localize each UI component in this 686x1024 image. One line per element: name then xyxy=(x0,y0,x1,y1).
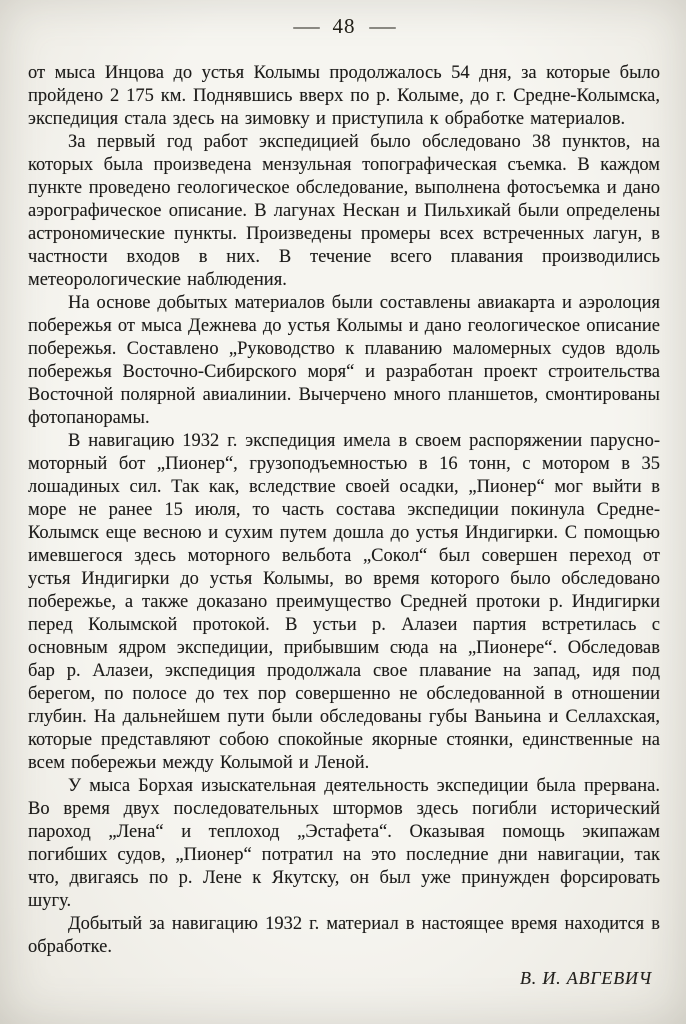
header-dash-left: — xyxy=(292,14,320,38)
document-body xyxy=(28,62,660,959)
paragraph: Добытый за навигацию 1932 г. материал в настоящее время находится в обработке. xyxy=(28,914,660,957)
paragraph: от мыса Инцова до устья Колымы продолжалось 54 дня, за которые было пройдено 2 175 км. Поднявшись вверх по р. Колыме, до г. Средне-Колымска, экспедиция стала здесь на зимовку и приступила к обработке материалов. xyxy=(28,63,660,129)
author-signature: В. И. АВГЕВИЧ xyxy=(519,968,652,988)
paragraph: На основе добытых материалов были составлены авиакарта и аэролоция побережья от мыса Дежнева до устья Колымы и дано геологическое описание побережья. Составлено „Руководство к плаванию маломерных судов вдоль побережья Восточно-Сибирского моря“ и разработан проект строительства Восточной полярной авиалинии. Вычерчено много планшетов, смонтированы фотопанорамы. xyxy=(28,293,660,428)
paragraph: За первый год работ экспедицией было обследовано 38 пунктов, на которых была произведена мензульная топографическая съемка. В каждом пункте проведено геологическое обследование, выполнена фотосъемка и дано аэрографическое описание. В лагунах Нескан и Пильхикай были определены астрономические пункты. Произведены промеры всех встреченных лагун, в частности входов в них. В течение всего плавания производились метеорологические наблюдения. xyxy=(28,132,660,290)
paragraph: У мыса Борхая изыскательная деятельность экспедиции была прервана. Во время двух последовательных штормов здесь погибли исторический пароход „Лена“ и теплоход „Эстафета“. Оказывая помощь экипажам погибших судов, „Пионер“ потратил на это последние дни навигации, так что, двигаясь по р. Лене к Якутску, он был уже принужден форсировать шугу. xyxy=(28,776,660,911)
header-dash-right: — xyxy=(368,14,396,38)
page-header xyxy=(28,14,660,38)
page-number: 48 xyxy=(332,14,356,38)
paragraph: В навигацию 1932 г. экспедиция имела в своем распоряжении парусно-моторный бот „Пионер“, грузоподъемностью в 16 тонн, с мотором в 35 лошадиных сил. Так как, вследствие своей осадки, „Пионер“ мог выйти в море не ранее 15 июля, то часть состава экспедиции покинула Средне-Колымск еще весною и сухим путем дошла до устья Индигирки. С помощью имевшегося здесь моторного вельбота „Сокол“ был совершен переход от устья Индигирки до устья Колымы, во время которого было обследовано побережье, а также доказано преимущество Средней протоки р. Индигирки перед Колымской протокой. В устьи р. Алазеи партия встретилась с основным ядром экспедиции, прибывшим сюда на „Пионере“. Обследовав бар р. Алазеи, экспедиция продолжала свое плавание на запад, идя под берегом, по полосе до тех пор совершенно не обследованной в отношении глубин. На дальнейшем пути были обследованы губы Ваньина и Селлахская, которые представляют собою спокойные якорные стоянки, единственные на всем побережьи между Колымой и Леной. xyxy=(28,431,660,773)
